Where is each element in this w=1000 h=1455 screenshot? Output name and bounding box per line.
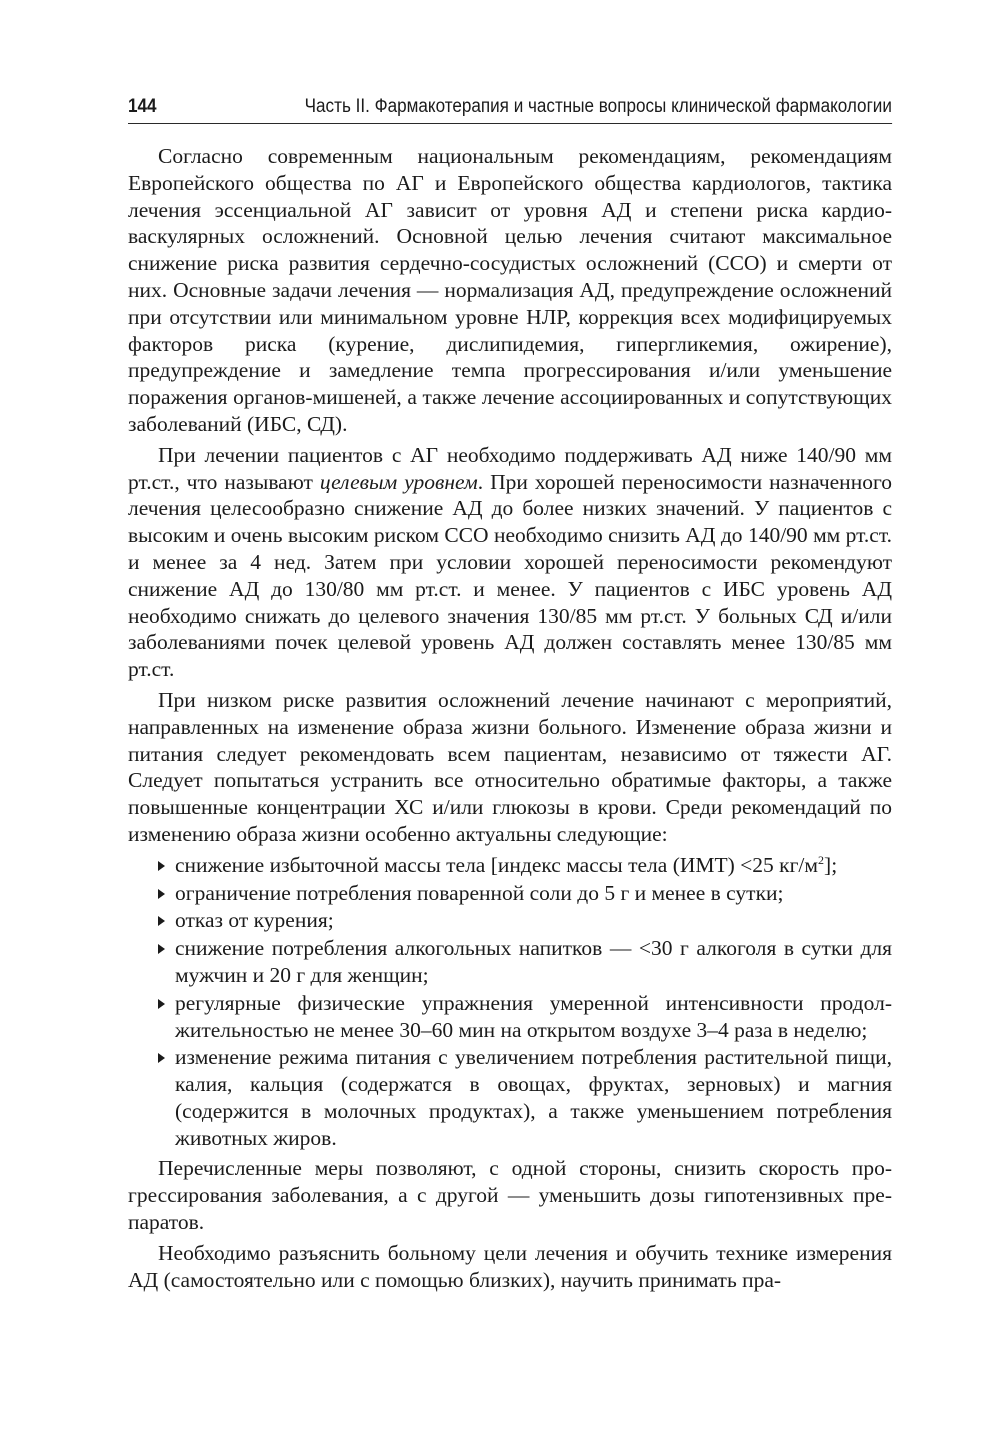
paragraph-measures-effect: Перечисленные меры позволяют, с одной стороны, снизить скорость прогрессирования заболевания, а с другой — уменьшить дозы гипотензивных препаратов.: [128, 1156, 892, 1235]
italic-term: целевым уровнем: [319, 469, 478, 494]
triangle-bullet-icon: [158, 1053, 165, 1063]
list-item-text: изменение режима питания с увеличением потребления растительной пищи, калия, кальция (содержатся в овощах, фруктах, зерновых) и магния (содержится в молочных продуктах), а также уменьшением потребления животных жиров.: [175, 1045, 892, 1150]
list-item-text: ];: [824, 852, 838, 877]
list-item-text: ограничение потребления поваренной соли до 5 г и менее в сутки;: [175, 880, 784, 905]
triangle-bullet-icon: [158, 861, 165, 871]
book-page: [128, 96, 892, 1297]
list-item: [175, 1044, 892, 1151]
list-item: [175, 907, 892, 934]
triangle-bullet-icon: [158, 999, 165, 1009]
running-header: [128, 96, 892, 124]
paragraph-target-level: [128, 442, 892, 683]
triangle-bullet-icon: [158, 916, 165, 926]
triangle-bullet-icon: [158, 944, 165, 954]
list-item-text: регулярные физические упражнения умеренной интенсивности продолжительностью не менее 30–60 мин на открытом воздухе 3–4 раза в неделю;: [175, 990, 892, 1042]
list-item-text: снижение потребления алкогольных напитков — <30 г алкоголя в сутки для мужчин и 20 г для женщин;: [175, 936, 892, 987]
running-title: Часть II. Фармакотерапия и частные вопросы клинической фармакологии: [304, 96, 892, 117]
list-item: [175, 852, 892, 879]
body-text: [128, 143, 892, 1293]
list-item: [175, 990, 892, 1044]
triangle-bullet-icon: [158, 889, 165, 899]
paragraph-text: . При хорошей переносимости назначенного лечения целесообразно снижение АД до более низких значений. У пациентов с высоким и очень высоким риском ССО необходимо снизить АД до 140/90 мм рт.ст. и менее за 4 нед. Затем при условии хорошей переносимости рекомендуют снижение АД до 130/80 мм рт.ст. и менее. У пациентов с ИБС уровень АД необходимо снижать до целевого значения 130/85 мм рт.ст. У больных СД и/или заболеваниями почек целевой уровень АД должен составлять менее 130/85 мм рт.ст.: [128, 469, 892, 682]
paragraph-patient-education: Необходимо разъяснить больному цели лечения и обучить технике измерения АД (самостоятельно или с помощью близких), научить принимать пра-: [128, 1240, 892, 1292]
page-number: 144: [128, 96, 157, 117]
paragraph-treatment-tactics: Согласно современным национальным рекомендациям, рекомендациям Европейского общества по АГ и Европейского общества кардиологов, тактика лечения эссенциальной АГ зависит от уровня АД и степени риска кардиоваскулярных осложнений. Основной целью лечения считают максимальное снижение риска развития сердечно-сосудистых осложнений (ССО) и смерти от них. Основные задачи лечения — нормализация АД, предупреждение осложнений при отсутствии или минимальном уровне НЛР, коррекция всех модифицируемых факторов риска (курение, дислипидемия, гипергликемия, ожирение), предупреждение и замедление темпа прогрессирования и/или уменьшение поражения органов-мишеней, а также лечение ассоциированных и сопутствующих заболеваний (ИБС, СД).: [128, 144, 892, 436]
list-item-text: снижение избыточной массы тела [индекс массы тела (ИМТ) <25 кг/м: [175, 852, 819, 877]
list-item: [175, 880, 892, 907]
paragraph-text: При лечении пациентов с АГ необходимо поддерживать АД ниже 140/90 мм рт.ст., что называют: [128, 442, 892, 494]
list-item: [175, 935, 892, 989]
superscript: 2: [818, 852, 825, 867]
lifestyle-recommendations-list: [128, 852, 892, 1152]
list-item-text: отказ от курения;: [175, 908, 334, 933]
paragraph-low-risk: При низком риске развития осложнений лечение начинают с мероприятий, направленных на изменение образа жизни больного. Изменение образа жизни и питания следует рекомендовать всем пациентам, независимо от тяжести АГ. Следует попытаться устранить все относительно обратимые факторы, а также повышенные концентрации ХС и/или глюкозы в крови. Среди рекомендаций по изменению образа жизни особенно актуальны следующие:: [128, 687, 892, 846]
